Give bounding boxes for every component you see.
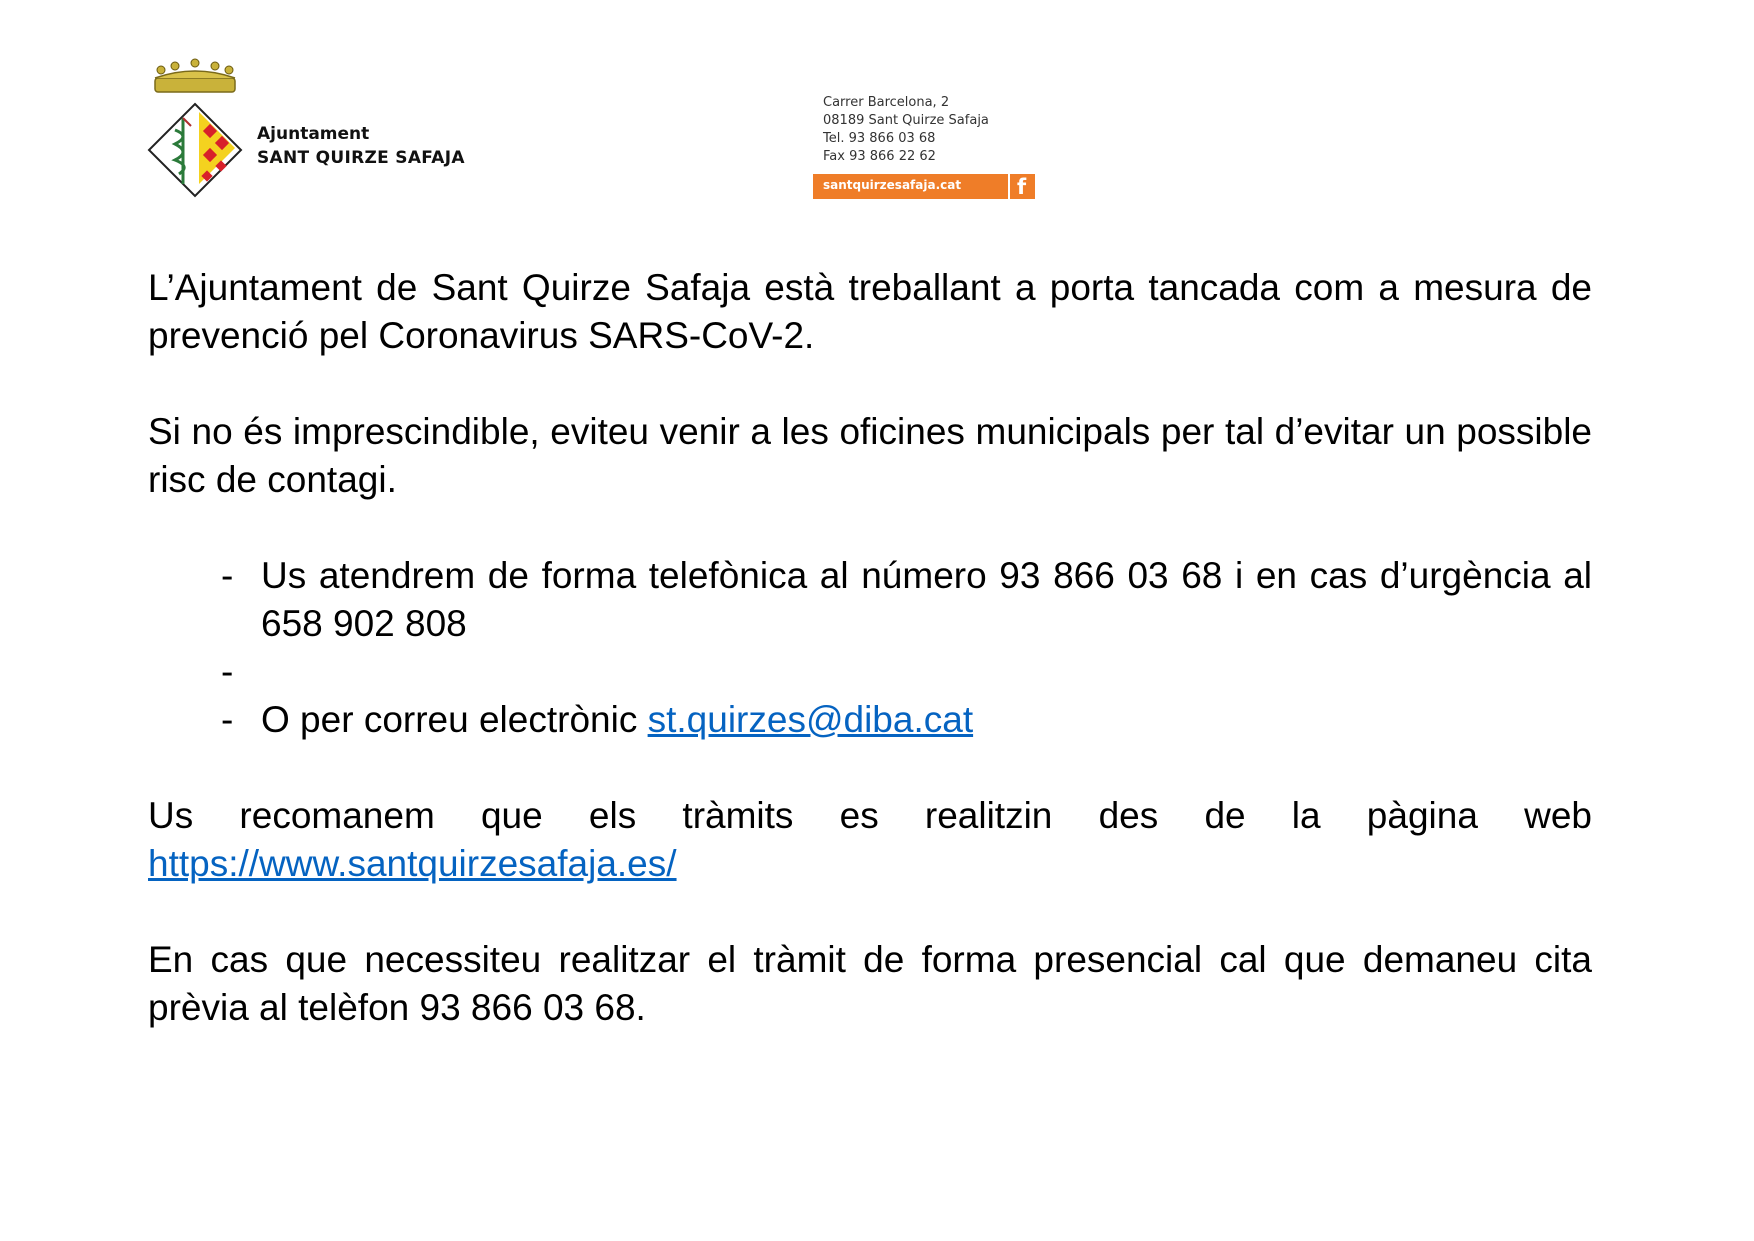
bullet-dash: - [221,651,234,692]
paragraph-appointment: En cas que necessiteu realitzar el tràmit de forma presencial cal que demaneu cita prèvia al telèfon 93 866 03 68. [148,939,1592,1028]
email-contact-prefix: O per correu electrònic [261,699,648,740]
paragraph-closure: L’Ajuntament de Sant Quirze Safaja està treballant a porta tancada com a mesura de prevenció pel Coronavirus SARS-CoV-2. [148,267,1592,356]
municipality-logo [147,56,477,206]
bullet-dash: - [221,699,234,740]
contact-options-list [148,552,1592,744]
logo-line-municipality: SANT QUIRZE SAFAJA [257,148,465,168]
address-tel: Tel. 93 866 03 68 [823,131,936,146]
coat-of-arms-icon [147,56,257,206]
contact-address [823,94,989,166]
address-fax: Fax 93 866 22 62 [823,149,936,164]
phone-contact-text: Us atendrem de forma telefònica al número 93 866 03 68 i en cas d’urgència al 658 902 808 [261,555,1592,644]
paragraph-website [148,792,1592,888]
list-item [148,552,1592,648]
website-bar[interactable] [813,174,1008,199]
paragraph-avoid-visits: Si no és imprescindible, eviteu venir a les oficines municipals per tal d’evitar un possible risc de contagi. [148,411,1592,500]
email-link[interactable]: st.quirzes@diba.cat [647,699,974,740]
website-text[interactable]: santquirzesafaja.cat [823,178,962,192]
notice-body [148,264,1592,1080]
bullet-dash: - [221,555,234,596]
list-item [148,696,1592,744]
logo-line-ajuntament: Ajuntament [257,124,370,144]
list-item [148,648,1592,696]
address-street: Carrer Barcelona, 2 [823,95,950,110]
facebook-icon[interactable]: f [1010,174,1035,199]
website-link[interactable]: https://www.santquirzesafaja.es/ [148,843,677,884]
address-postal: 08189 Sant Quirze Safaja [823,113,989,128]
website-recommendation-text: Us recomanem que els tràmits es realitzin des de la pàgina web [148,795,1592,836]
